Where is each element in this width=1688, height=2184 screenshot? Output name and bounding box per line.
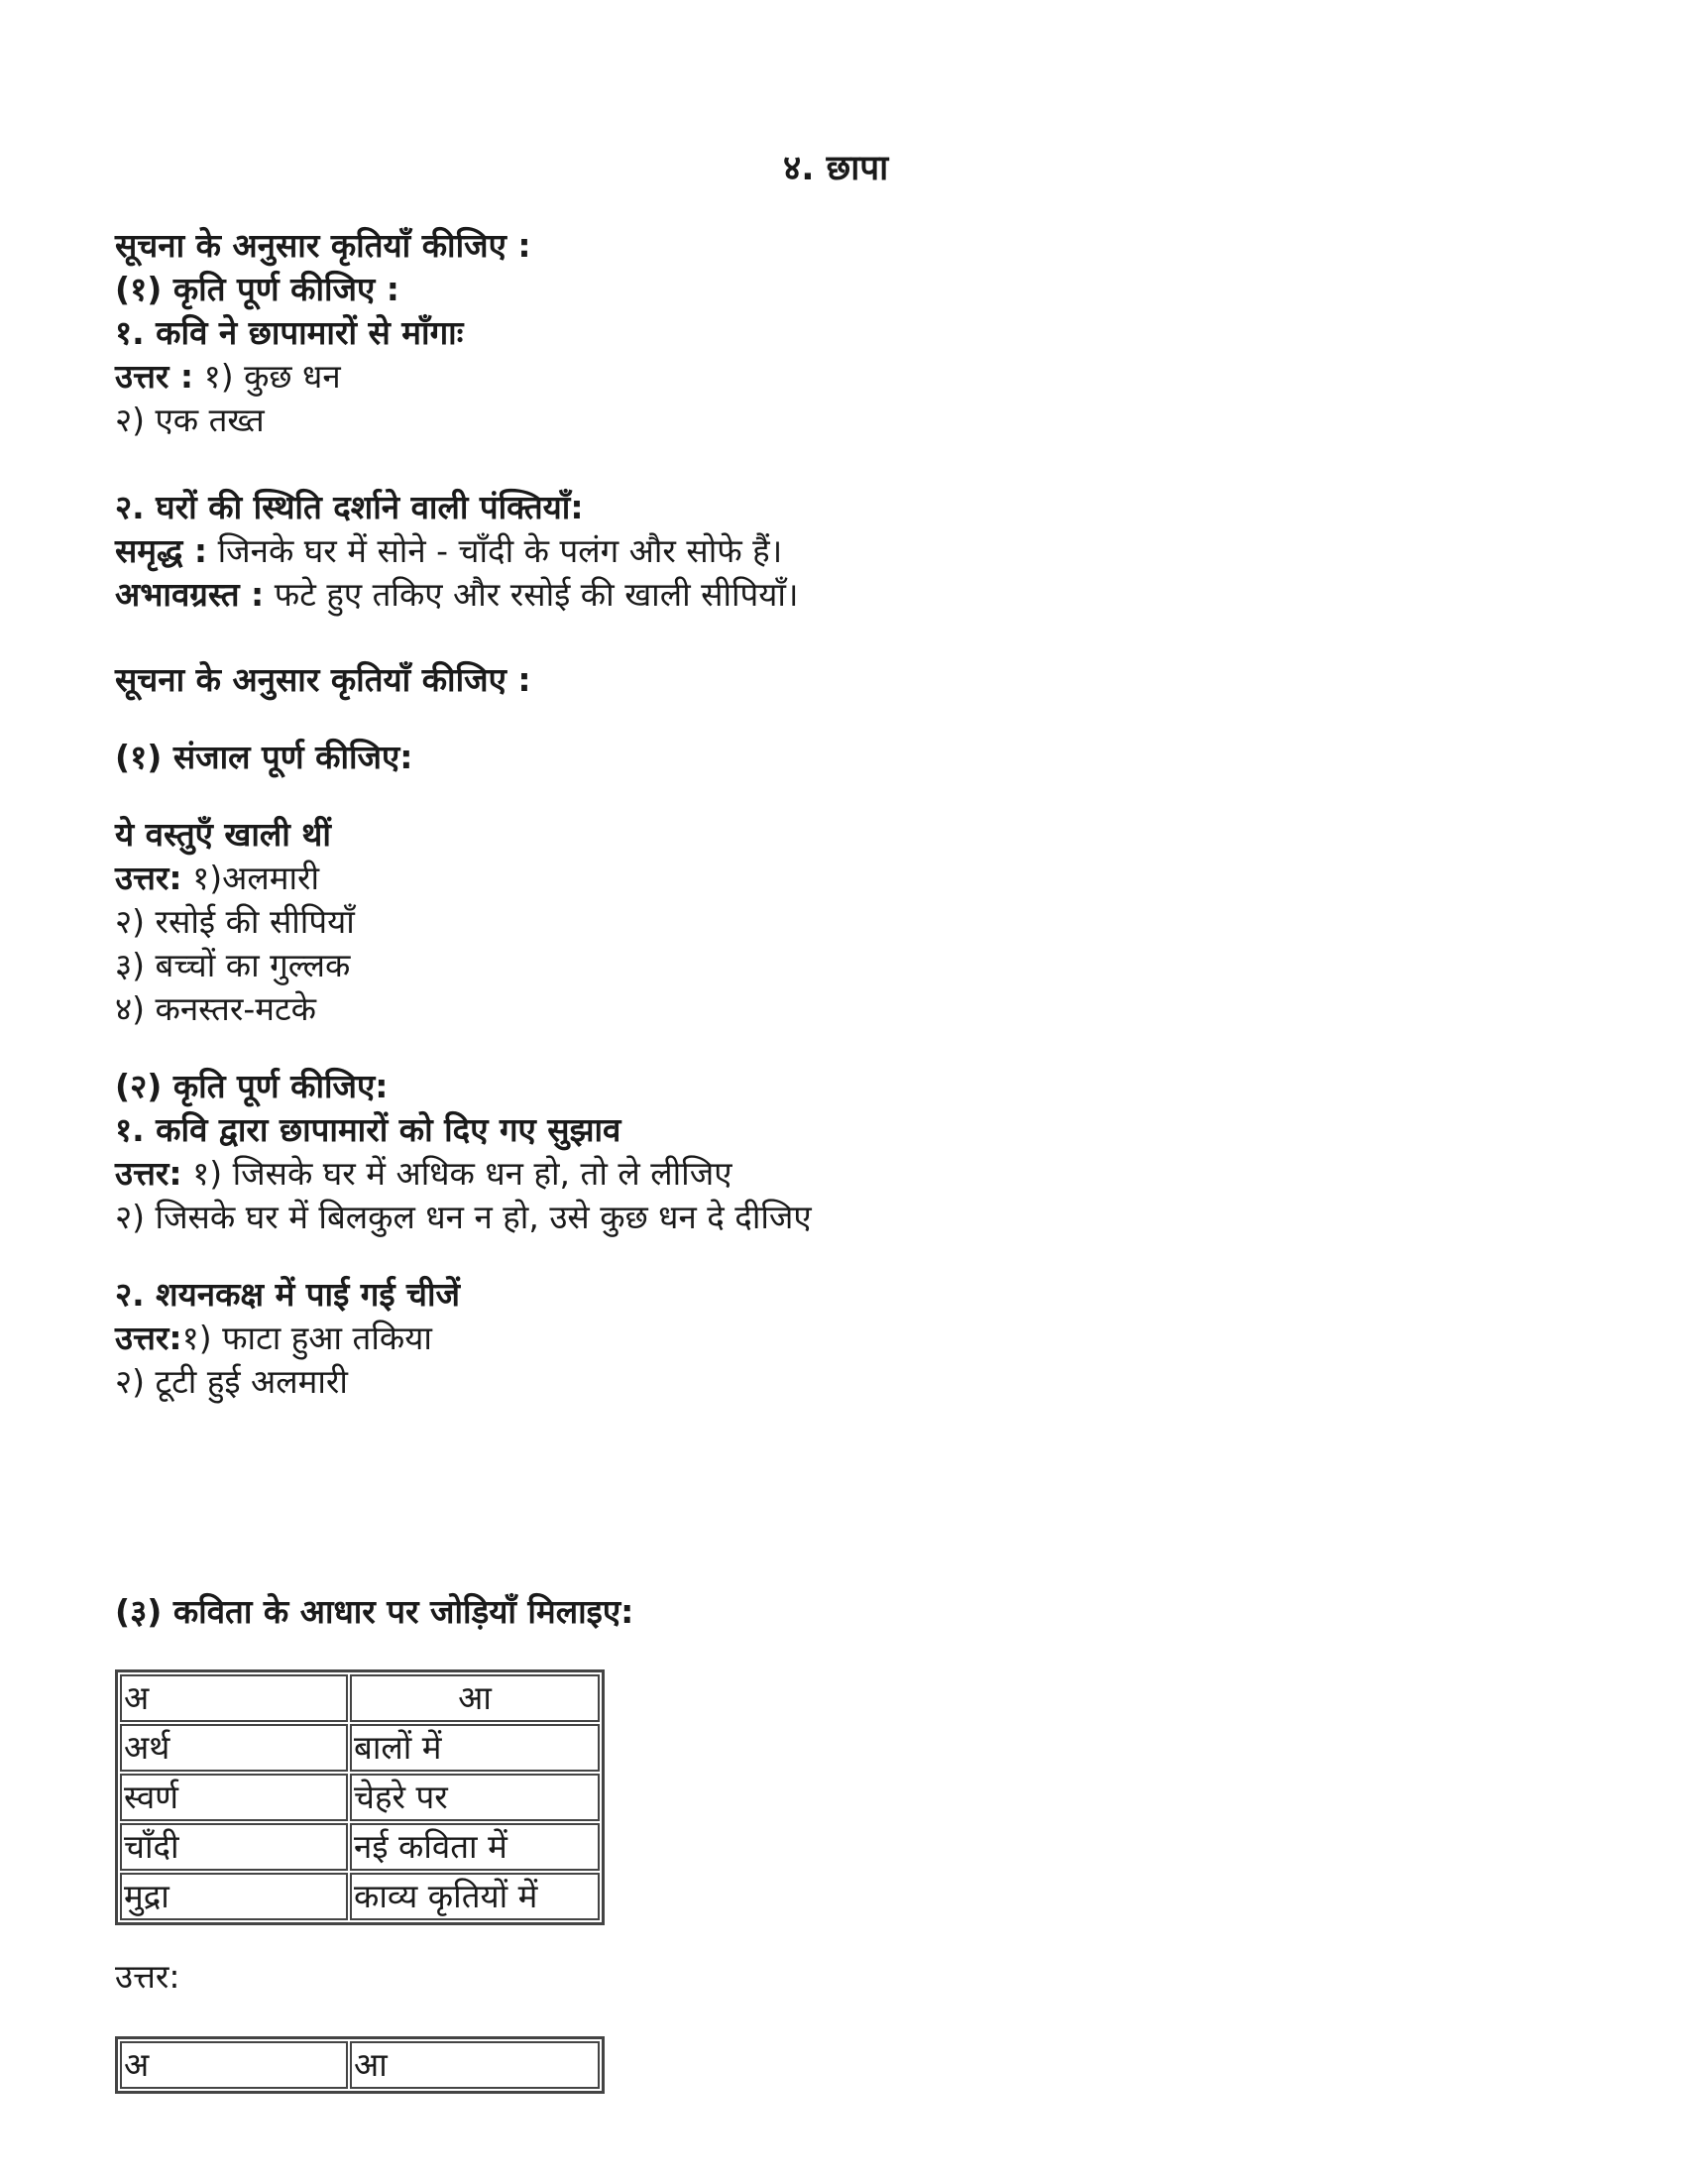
- empty-answer-2: २) रसोई की सीपियाँ: [115, 902, 355, 941]
- table-header-row: [120, 1674, 600, 1722]
- q2-rich-line: [115, 529, 782, 573]
- table-cell: मुद्रा: [120, 1873, 348, 1920]
- table-row: [120, 1774, 600, 1821]
- q1-answer-2: २) एक तख्त: [115, 401, 265, 439]
- table-header-row: [120, 2041, 600, 2089]
- q-suggestions: १. कवि द्वारा छापामारों को दिए गए सुझाव: [115, 1110, 621, 1149]
- section1-task: (१) कृति पूर्ण कीजिए :: [115, 270, 399, 308]
- empty-answer-3: ३) बच्चों का गुल्लक: [115, 946, 351, 984]
- table-row: [120, 1823, 600, 1871]
- q1-answer-1: [115, 355, 341, 399]
- section3-answer-label: उत्तर:: [115, 1957, 180, 1996]
- answer-text: १) जिसके घर में अधिक धन हो, तो ले लीजिए: [181, 1154, 732, 1193]
- bedroom-answer-1: [115, 1317, 432, 1360]
- bedroom-answer-2: २) टूटी हुई अलमारी: [115, 1362, 348, 1401]
- table-header-cell: आ: [350, 2041, 600, 2089]
- table-cell: स्वर्ण: [120, 1774, 348, 1821]
- table-header-cell: अ: [120, 1674, 348, 1722]
- answer-label: उत्तर:: [115, 859, 182, 897]
- table-header-cell: आ: [350, 1674, 600, 1722]
- section2-task1: (१) संजाल पूर्ण कीजिए:: [115, 738, 413, 776]
- table-row: [120, 1873, 600, 1920]
- answer-text: १) कुछ धन: [193, 357, 341, 396]
- answer-text: १)अलमारी: [181, 859, 320, 897]
- q2-question: २. घरों की स्थिति दर्शाने वाली पंक्तियाँ:: [115, 488, 584, 526]
- suggest-answer-2: २) जिसके घर में बिलकुल धन न हो, उसे कुछ धन दे दीजिए: [115, 1198, 812, 1236]
- table-cell: बालों में: [350, 1724, 600, 1772]
- q2-poor-line: [115, 573, 799, 617]
- poor-label: अभावग्रस्त :: [115, 575, 265, 614]
- table-cell: अर्थ: [120, 1724, 348, 1772]
- table-cell: चाँदी: [120, 1823, 348, 1871]
- poor-text: फटे हुए तकिए और रसोई की खाली सीपियाँ।: [264, 575, 799, 614]
- table-cell: नई कविता में: [350, 1823, 600, 1871]
- section2-heading: सूचना के अनुसार कृतियाँ कीजिए :: [115, 660, 531, 699]
- empty-answer-4: ४) कनस्तर-मटके: [115, 989, 316, 1028]
- section1-heading: सूचना के अनुसार कृतियाँ कीजिए :: [115, 226, 531, 265]
- answer-label: उत्तर:: [115, 1319, 182, 1357]
- rich-label: समृद्ध :: [115, 531, 208, 570]
- q-empty-items: ये वस्तुएँ खाली थीं: [115, 815, 331, 854]
- page-title: ४. छापा: [783, 149, 889, 188]
- answer-label: उत्तर :: [115, 357, 194, 396]
- answer-table: [115, 2036, 605, 2094]
- matching-table: [115, 1669, 605, 1925]
- section3-task3: (३) कविता के आधार पर जोड़ियाँ मिलाइए:: [115, 1592, 634, 1631]
- table-header-cell: अ: [120, 2041, 348, 2089]
- suggest-answer-1: [115, 1152, 731, 1196]
- answer-text: १) फाटा हुआ तकिया: [181, 1319, 432, 1357]
- rich-text: जिनके घर में सोने - चाँदी के पलंग और सोफे हैं।: [207, 531, 783, 570]
- q-bedroom: २. शयनकक्ष में पाई गई चीजें: [115, 1275, 461, 1314]
- table-cell: काव्य कृतियों में: [350, 1873, 600, 1920]
- table-cell: चेहरे पर: [350, 1774, 600, 1821]
- answer-label: उत्तर:: [115, 1154, 182, 1193]
- table-row: [120, 1724, 600, 1772]
- q1-question: १. कवि ने छापामारों से माँगाः: [115, 313, 464, 352]
- empty-answer-1: [115, 857, 319, 900]
- section2-task2: (२) कृति पूर्ण कीजिए:: [115, 1067, 389, 1105]
